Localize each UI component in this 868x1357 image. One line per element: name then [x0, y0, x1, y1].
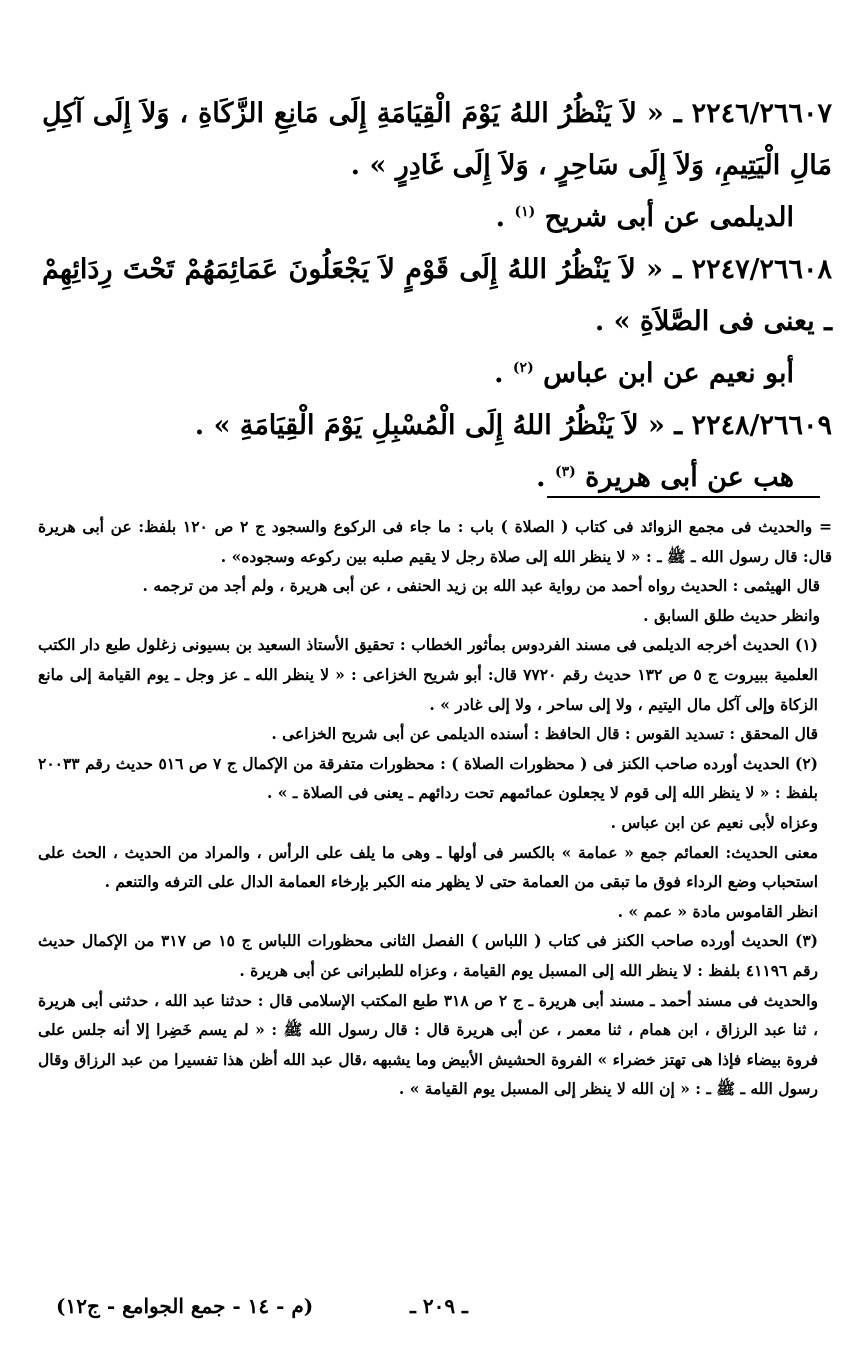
volume-reference: (م - ١٤ - جمع الجوامع - ج١٢) — [56, 1294, 314, 1318]
source-tail: . — [536, 462, 555, 493]
footnote-3: (٣) الحديث أورده صاحب الكنز فى كتاب ( اللباس ) الفصل الثانى محظورات اللباس ج ١٥ ص ٣١٧ من الإكمال حديث رقم ٤١١٩٦ بلفظ : لا ينظر الله إلى المسبل يوم القيامة ، وعزاه للطبرانى عن أبى هريرة . — [38, 931, 818, 980]
hadith-2248 — [42, 400, 832, 452]
footnote-divider — [547, 496, 820, 498]
footnote-continuation: = والحديث فى مجمع الزوائد فى كتاب ( الصلاة ) باب : ما جاء فى الركوع والسجود ج ٢ ص ١٢٠ بلفظ: عن أبى هريرة قال: قال رسول الله ـ ﷺ ـ : « لا ينظر الله إلى صلاة رجل لا يقيم صلبه بين ركوعه وسجوده» . — [38, 517, 832, 566]
hadith-text: ٢٢٤٧/٢٦٦٠٨ ـ « لاَ يَنْظُرُ اللهُ إِلَى قَوْمٍ لاَ يَجْعَلُونَ عَمَائِمَهُمْ تَحْتَ رِدَائِهِمْ ـ يعنى فى الصَّلاَةِ » . — [42, 254, 832, 337]
footnote-2: (٢) الحديث أورده صاحب الكنز فى ( محظورات الصلاة ) : محظورات متفرقة من الإكمال ج ٧ ص ٥١٦ حديث رقم ٢٠٠٣٣ بلفظ : « لا ينظر الله إلى قوم لا يجعلون عمائمهم تحت ردائهم ـ يعنى فى الصلاة ـ » . — [38, 753, 818, 803]
source-tail: . — [495, 202, 515, 233]
footnotes — [38, 512, 832, 1104]
main-text — [42, 0, 832, 504]
hadith-text: ٢٢٤٦/٢٦٦٠٧ ـ « لاَ يَنْظُرُ اللهُ يَوْمَ الْقِيَامَةِ إِلَى مَانِعِ الزَّكَاةِ ، وَلاَ إِلَى آكِلِ مَالِ الْيَتِيمِ، وَلاَ إِلَى سَاحِرٍ ، وَلاَ إِلَى غَادِرٍ » . — [42, 98, 832, 181]
source-text: الديلمى عن أبى شريح — [544, 202, 794, 233]
footnote-paragraph: قال الهيثمى : الحديث رواه أحمد من رواية عبد الله بن زيد الحنفى ، عن أبى هريرة ، ولم أجد من ترجمه . — [142, 576, 820, 596]
footnote-paragraph: قال المحقق : تسديد القوس : قال الحافظ : أسنده الديلمى عن أبى شريح الخزاعى . — [271, 724, 818, 744]
footnote-paragraph: والحديث فى مسند أحمد ـ مسند أبى هريرة ـ ج ٢ ص ٣١٨ طبع المكتب الإسلامى قال : حدثنا عبد الله ، حدثنى أبى هريرة ، ثنا عبد الرزاق ، ابن همام ، ثنا معمر ، عن أبى هريرة قال : قال رسول الله ﷺ : « لم يسم خَضِرا إلا أنه جلس على فروة بيضاء فإذا هى تهتز خضراء » الفروة الحشيش الأبيض وما يشبهه ،قال عبد الله أظن هذا تفسيرا من عبد الرزاق وقال رسول الله ـ ﷺ ـ : « إن الله لا ينظر إلى المسبل يوم القيامة » . — [38, 990, 818, 1099]
source-text: أبو نعيم عن ابن عباس — [543, 358, 794, 389]
page-footer — [0, 1294, 868, 1334]
footnote-paragraph: انظر القاموس مادة « عمم » . — [617, 901, 818, 921]
footnote-ref-3: (٣) — [554, 464, 576, 480]
footnote-ref-1: (١) — [514, 204, 536, 220]
hadith-text: ٢٢٤٨/٢٦٦٠٩ ـ « لاَ يَنْظُرُ اللهُ إِلَى الْمُسْبِلِ يَوْمَ الْقِيَامَةِ » . — [194, 410, 832, 441]
source-tail: . — [494, 358, 513, 389]
footnote-1: (١) الحديث أخرجه الديلمى فى مسند الفردوس بمأثور الخطاب : تحقيق الأستاذ السعيد بن بسيونى زغلول طبع دار الكتب العلمية ببيروت ج ٥ ص ١٣٢ حديث رقم ٧٧٢٠ قال: أبو شريح الخزاعى : « لا ينظر الله ـ عز وجل ـ يوم القيامة إلى مانع الزكاة وإلى آكل مال اليتيم ، ولا إلى ساحر ، ولا إلى غادر » . — [38, 635, 818, 714]
source-text: هب عن أبى هريرة — [585, 462, 794, 493]
hadith-2246 — [42, 88, 832, 192]
page-number: ـ ٢٠٩ ـ — [410, 1294, 468, 1318]
source-line-1 — [42, 192, 794, 244]
footnote-ref-2: (٢) — [512, 360, 534, 376]
hadith-2247 — [42, 244, 832, 348]
footnote-paragraph: معنى الحديث: العمائم جمع « عمامة » بالكسر فى أولها ـ وهى ما يلف على الرأس ، والمراد من الحديث ، الحث على استحباب وضع الرداء فوق ما تبقى من العمامة حتى لا يظهر منه الكبر بإرخاء العمامة الدال على الترفه والتنعم . — [38, 842, 818, 892]
source-line-2 — [42, 348, 794, 400]
footnote-paragraph: وانظر حديث طلق السابق . — [643, 605, 820, 625]
footnote-paragraph: وعزاه لأبى نعيم عن ابن عباس . — [610, 812, 818, 832]
